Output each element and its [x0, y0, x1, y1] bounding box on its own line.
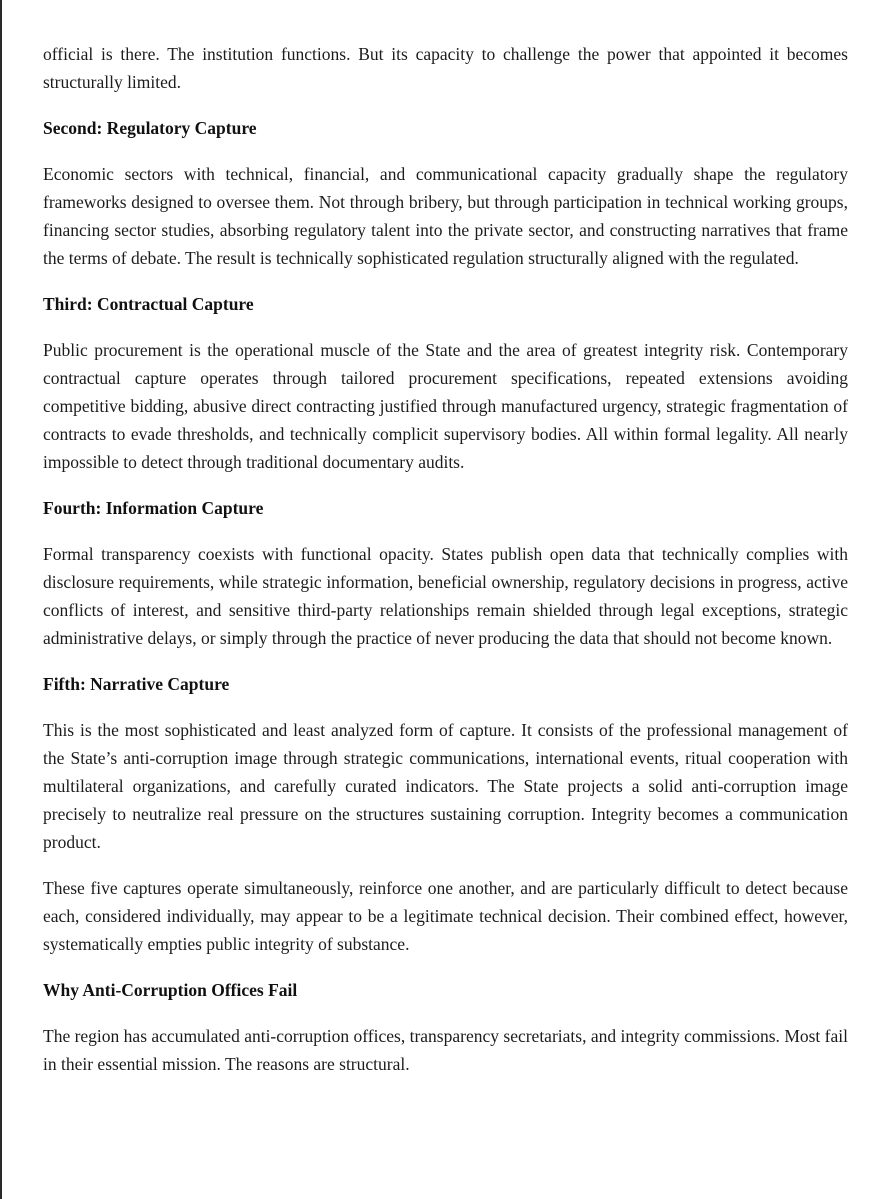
section-heading-second: Second: Regulatory Capture: [43, 118, 257, 138]
section-heading-third: Third: Contractual Capture: [43, 294, 254, 314]
intro-paragraph: official is there. The institution functions. But its capacity to challenge the power that appointed it becomes structurally limited.: [43, 44, 848, 92]
document-body: [43, 40, 848, 1096]
section-paragraph-third: Public procurement is the operational muscle of the State and the area of greatest integrity risk. Contemporary contractual capture operates through tailored procurement specifications, repeated extensions avoiding competitive bidding, abusive direct contracting justified through manufactured urgency, strategic fragmentation of contracts to evade thresholds, and technically complicit supervisory bodies. All within formal legality. All nearly impossible to detect through traditional documentary audits.: [43, 340, 848, 472]
section-heading-fifth: Fifth: Narrative Capture: [43, 674, 230, 694]
page-left-border: [0, 0, 2, 1199]
summary-paragraph: These five captures operate simultaneously, reinforce one another, and are particularly difficult to detect because each, considered individually, may appear to be a legitimate technical decision. Their combined effect, however, systematically empties public integrity of substance.: [43, 878, 848, 954]
section-heading-fourth: Fourth: Information Capture: [43, 498, 264, 518]
section-paragraph-fifth: This is the most sophisticated and least analyzed form of capture. It consists of the professional management of the State’s anti-corruption image through strategic communications, international events, ritual cooperation with multilateral organizations, and carefully curated indicators. The State projects a solid anti-corruption image precisely to neutralize real pressure on the structures sustaining corruption. Integrity becomes a communication product.: [43, 720, 848, 852]
section-paragraph-fourth: Formal transparency coexists with functional opacity. States publish open data that technically complies with disclosure requirements, while strategic information, beneficial ownership, regulatory decisions in progress, active conflicts of interest, and sensitive third-party relationships remain shielded through legal exceptions, strategic administrative delays, or simply through the practice of never producing the data that should not become known.: [43, 544, 848, 648]
section-paragraph-why: The region has accumulated anti-corruption offices, transparency secretariats, and integrity commissions. Most fail in their essential mission. The reasons are structural.: [43, 1026, 848, 1074]
section-paragraph-second: Economic sectors with technical, financial, and communicational capacity gradually shape the regulatory frameworks designed to oversee them. Not through bribery, but through participation in technical working groups, financing sector studies, absorbing regulatory talent into the private sector, and constructing narratives that frame the terms of debate. The result is technically sophisticated regulation structurally aligned with the regulated.: [43, 164, 848, 268]
section-heading-why: Why Anti-Corruption Offices Fail: [43, 980, 298, 1000]
